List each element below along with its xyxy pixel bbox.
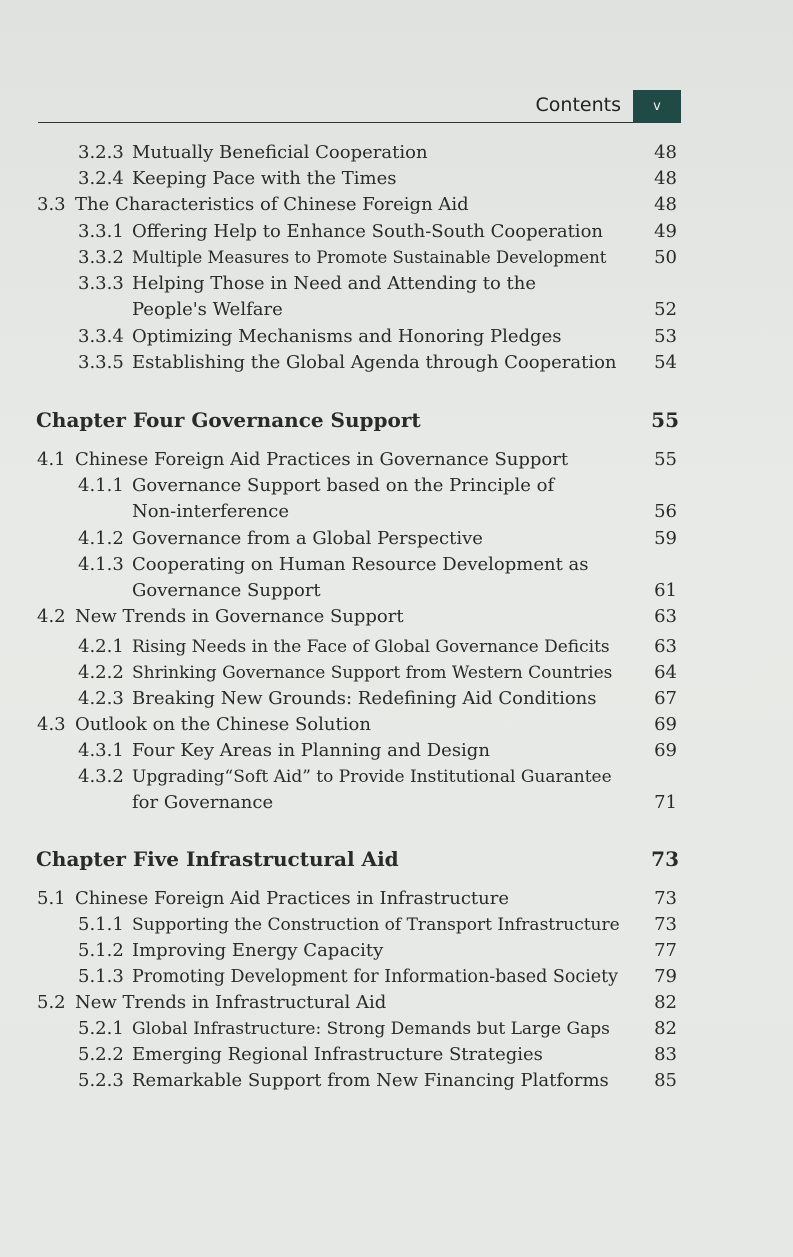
page-number-badge: v — [633, 90, 681, 123]
section-title: Governance from a Global Perspective — [132, 528, 483, 549]
page-number: 79 — [654, 966, 677, 987]
section-number: 5.2 — [37, 992, 66, 1013]
section-number: 3.2.3 — [78, 142, 124, 163]
page-number: 85 — [654, 1070, 677, 1091]
header-title: Contents — [535, 94, 621, 116]
section-number: 4.1.3 — [78, 554, 124, 575]
section-number: 5.2.3 — [78, 1070, 124, 1091]
section-number: 3.3.5 — [78, 352, 124, 373]
section-title: Cooperating on Human Resource Development as — [132, 554, 589, 575]
section-number: 5.1.2 — [78, 940, 124, 961]
section-title: Breaking New Grounds: Redefining Aid Conditions — [132, 688, 597, 709]
section-title: Chinese Foreign Aid Practices in Governance Support — [75, 449, 569, 470]
section-title: Outlook on the Chinese Solution — [75, 714, 371, 735]
section-title: Upgrading“Soft Aid” to Provide Institutional Guarantee — [132, 767, 612, 787]
section-title: Keeping Pace with the Times — [132, 168, 397, 189]
page-number: 71 — [654, 792, 677, 813]
section-number: 5.1.3 — [78, 966, 124, 987]
section-number: 4.2.1 — [78, 636, 124, 657]
section-title: Shrinking Governance Support from Western Countries — [132, 663, 613, 683]
page-number: 54 — [654, 352, 677, 373]
section-title: Improving Energy Capacity — [132, 940, 384, 961]
section-number: 4.1.2 — [78, 528, 124, 549]
page-number: 73 — [654, 914, 677, 935]
section-title: People's Welfare — [132, 299, 283, 320]
section-title: Non-interference — [132, 501, 289, 522]
page-number: 69 — [654, 740, 677, 761]
page-number: 53 — [654, 326, 677, 347]
section-title: for Governance — [132, 792, 274, 813]
section-number: 4.1.1 — [78, 475, 124, 496]
section-title: Chapter Five Infrastructural Aid — [36, 847, 399, 871]
page-number: 73 — [654, 888, 677, 909]
section-number: 3.3.3 — [78, 273, 124, 294]
section-number: 3.3.1 — [78, 221, 124, 242]
section-number: 4.3.2 — [78, 766, 124, 787]
page-number: 63 — [654, 636, 677, 657]
section-title: Mutually Beneficial Cooperation — [132, 142, 428, 163]
section-title: New Trends in Governance Support — [75, 606, 404, 627]
section-title: Supporting the Construction of Transport Infrastructure — [132, 915, 620, 935]
page-number: 55 — [654, 449, 677, 470]
section-number: 3.3.4 — [78, 326, 124, 347]
section-number: 4.3 — [37, 714, 66, 735]
section-title: Offering Help to Enhance South-South Cooperation — [132, 221, 603, 242]
section-title: Optimizing Mechanisms and Honoring Pledges — [132, 326, 562, 347]
page-number: 48 — [654, 142, 677, 163]
page-number: 61 — [654, 580, 677, 601]
page-number: 82 — [654, 1018, 677, 1039]
section-title: The Characteristics of Chinese Foreign Aid — [75, 194, 469, 215]
section-number: 4.1 — [37, 449, 66, 470]
page-number: 55 — [651, 408, 679, 432]
page-number: 69 — [654, 714, 677, 735]
page-number: 67 — [654, 688, 677, 709]
page-number: 59 — [654, 528, 677, 549]
page-number: 77 — [654, 940, 677, 961]
section-number: 4.2.3 — [78, 688, 124, 709]
section-title: Global Infrastructure: Strong Demands but Large Gaps — [132, 1019, 610, 1039]
section-title: Governance Support based on the Principle of — [132, 475, 555, 496]
section-number: 4.2.2 — [78, 662, 124, 683]
section-title: Helping Those in Need and Attending to the — [132, 273, 536, 294]
section-number: 4.3.1 — [78, 740, 124, 761]
section-number: 4.2 — [37, 606, 66, 627]
page-number: 63 — [654, 606, 677, 627]
section-number: 5.1 — [37, 888, 66, 909]
page-number: 48 — [654, 194, 677, 215]
page-number: 49 — [654, 221, 677, 242]
page-number: 64 — [654, 662, 677, 683]
section-title: Governance Support — [132, 580, 321, 601]
section-title: Chapter Four Governance Support — [36, 408, 421, 432]
section-number: 3.3 — [37, 194, 66, 215]
section-title: New Trends in Infrastructural Aid — [75, 992, 387, 1013]
page-number: 50 — [654, 247, 677, 268]
section-title: Four Key Areas in Planning and Design — [132, 740, 490, 761]
section-title: Emerging Regional Infrastructure Strategies — [132, 1044, 543, 1065]
section-title: Establishing the Global Agenda through Cooperation — [132, 352, 617, 373]
section-title: Rising Needs in the Face of Global Governance Deficits — [132, 637, 610, 657]
page-number: 56 — [654, 501, 677, 522]
page-number: 83 — [654, 1044, 677, 1065]
page-number: 48 — [654, 168, 677, 189]
page-number: 52 — [654, 299, 677, 320]
page-number: 73 — [651, 847, 679, 871]
section-title: Promoting Development for Information-based Society — [132, 967, 619, 987]
section-number: 5.2.1 — [78, 1018, 124, 1039]
section-title: Chinese Foreign Aid Practices in Infrastructure — [75, 888, 509, 909]
section-number: 3.2.4 — [78, 168, 124, 189]
section-title: Multiple Measures to Promote Sustainable Development — [132, 248, 607, 267]
section-number: 3.3.2 — [78, 247, 124, 268]
section-number: 5.1.1 — [78, 914, 124, 935]
section-number: 5.2.2 — [78, 1044, 124, 1065]
section-title: Remarkable Support from New Financing Platforms — [132, 1070, 609, 1091]
page-number: 82 — [654, 992, 677, 1013]
